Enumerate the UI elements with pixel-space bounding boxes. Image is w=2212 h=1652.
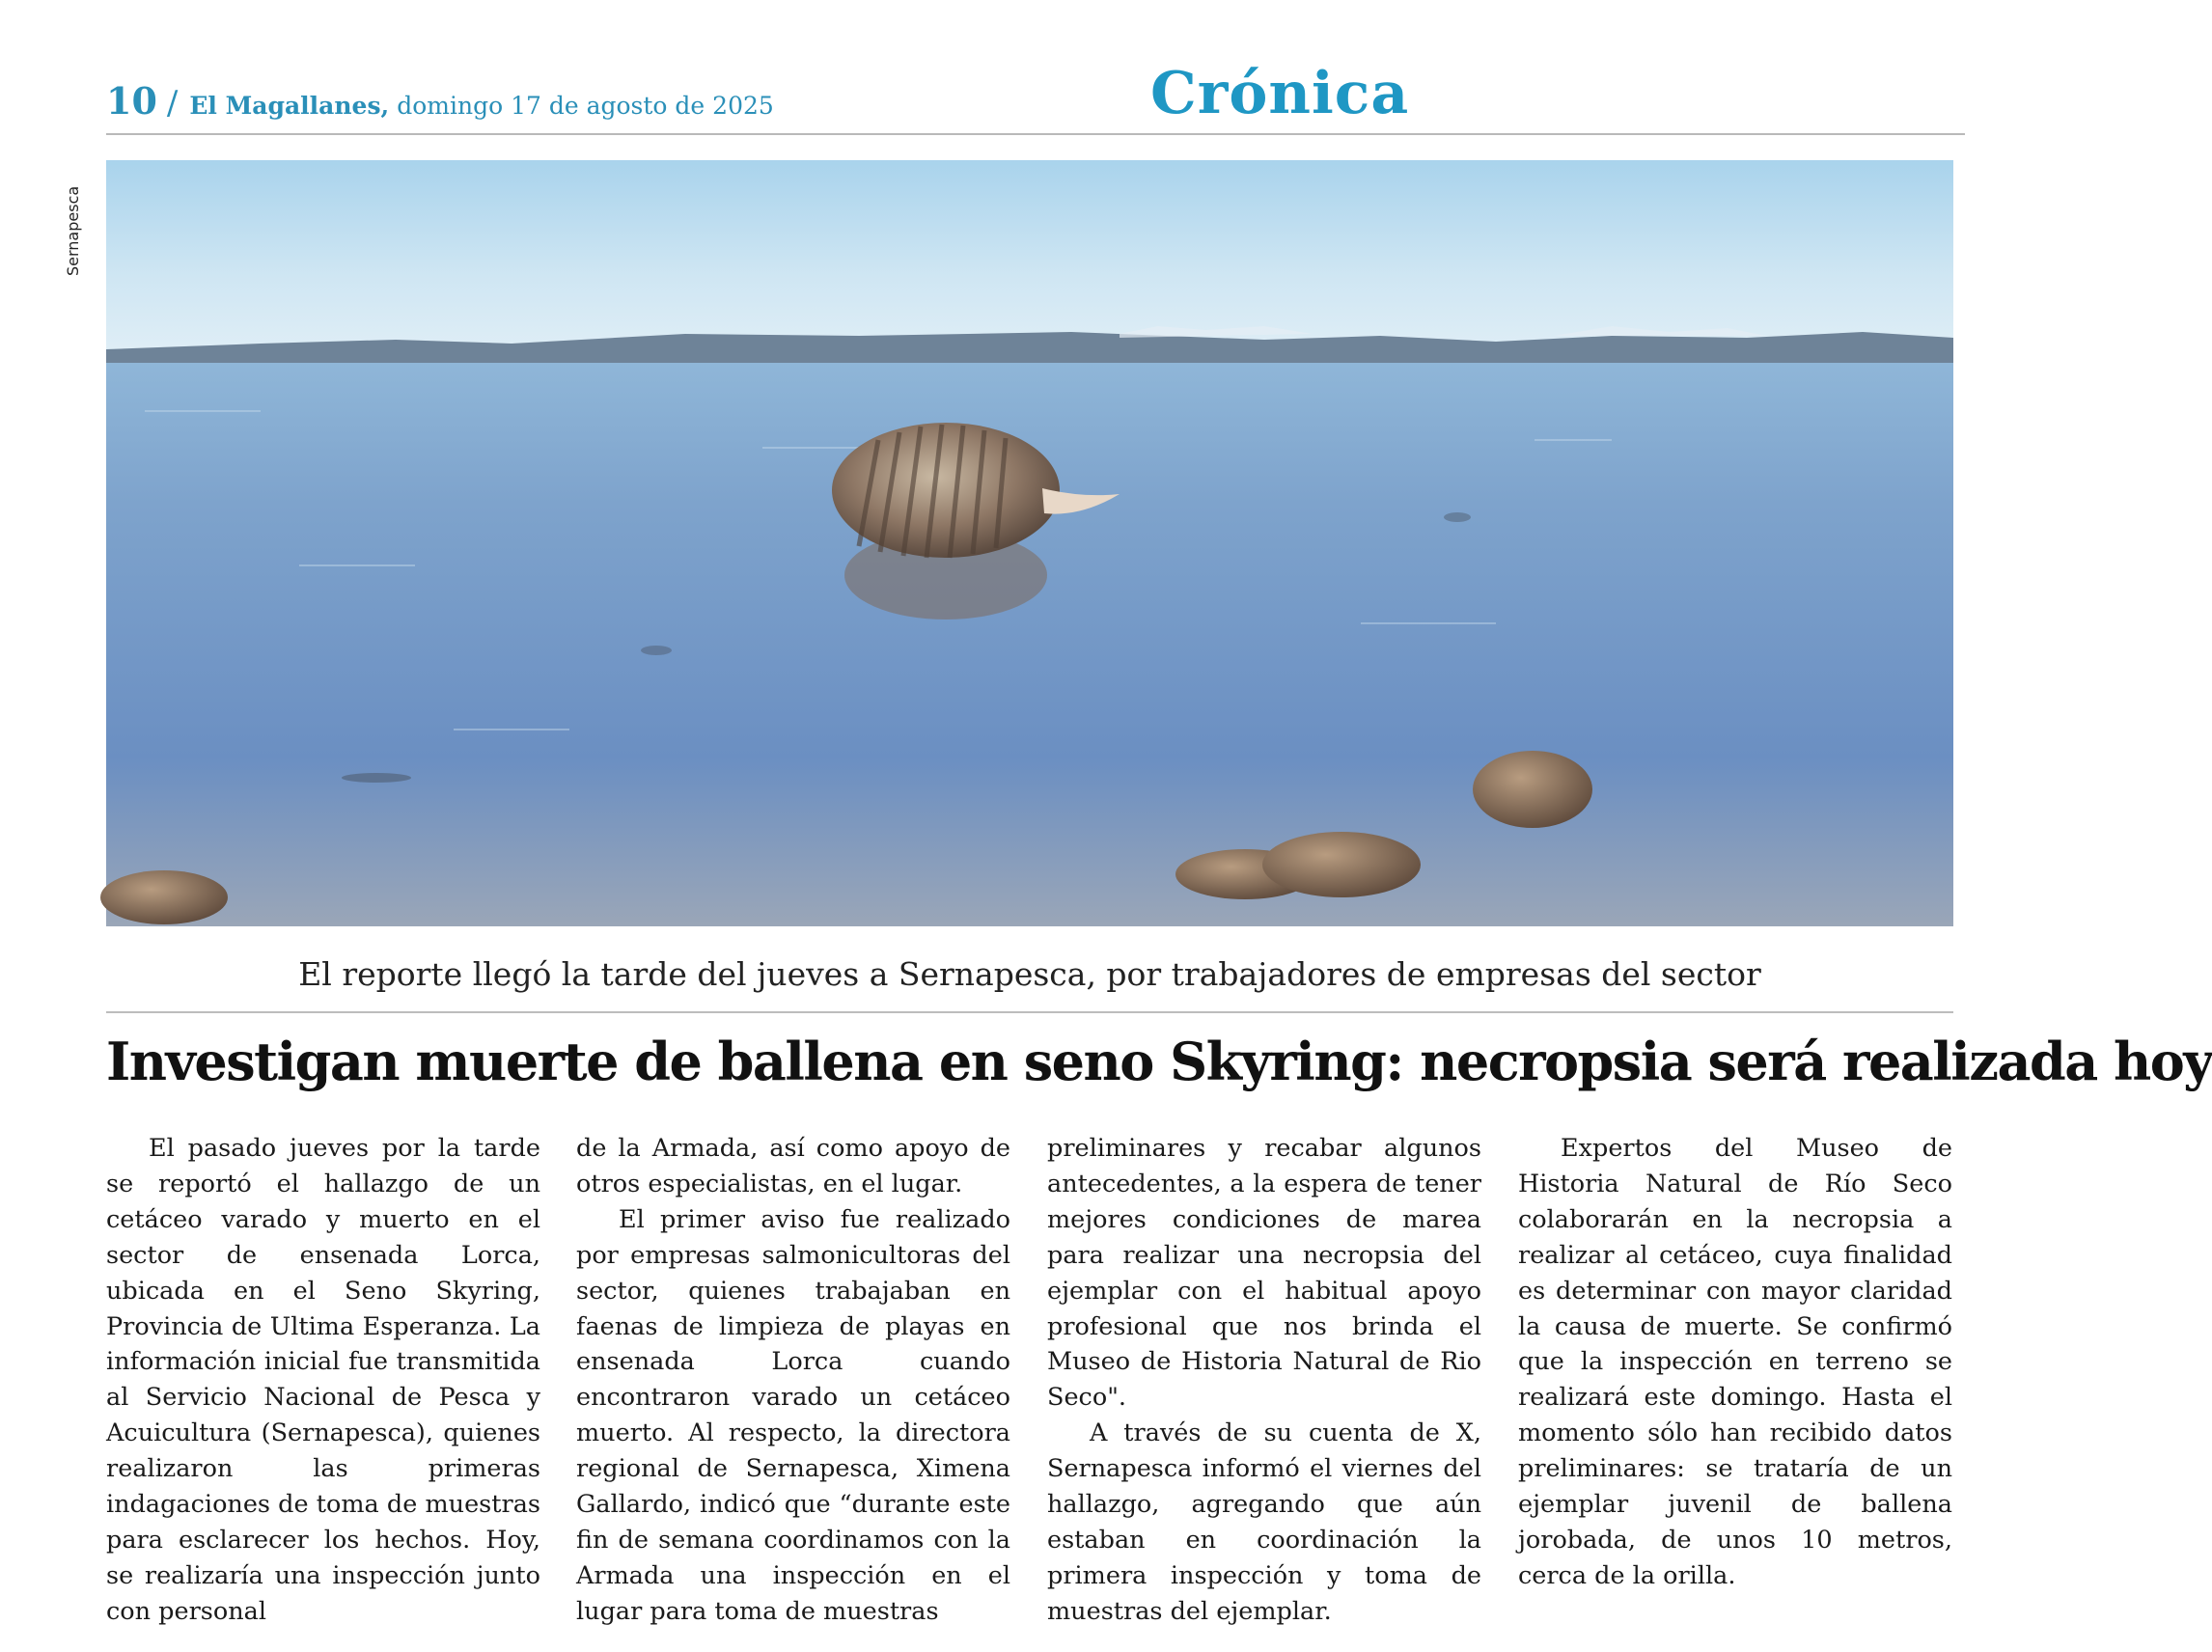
issue-date: domingo 17 de agosto de 2025 xyxy=(397,92,774,120)
news-photo xyxy=(106,160,1953,926)
photo-credit: Sernapesca xyxy=(64,185,82,276)
article-column-4 xyxy=(1518,1131,1952,1633)
paragraph: A través de su cuenta de X, Sernapesca informó el viernes del hallazgo, agregando que aún estaban en coordinación la primera inspección y toma de muestras del ejemplar. xyxy=(1047,1418,1481,1626)
caption-divider xyxy=(106,1011,1953,1013)
header-divider xyxy=(106,133,1965,135)
section-title: Crónica xyxy=(1150,60,1410,127)
page-number: 10 xyxy=(106,79,157,123)
beached-whale-photo xyxy=(106,160,1953,926)
paragraph-continued: preliminares y recabar algunos antecedentes, a la espera de tener mejores condiciones de marea para realizar una necropsia del ejemplar con el habitual apoyo profesional que nos brinda el Museo de Historia Natural de Rio Seco". xyxy=(1047,1134,1481,1413)
article-headline: Investigan muerte de ballena en seno Skyring: necropsia será realizada hoy xyxy=(106,1031,2212,1092)
article-column-3 xyxy=(1047,1131,1481,1633)
article-column-1 xyxy=(106,1131,540,1633)
newspaper-name: El Magallanes, xyxy=(189,92,390,120)
paragraph: Expertos del Museo de Historia Natural de Río Seco colaborarán en la necropsia a realizar al cetáceo, cuya finalidad es determinar con mayor claridad la causa de muerte. Se confirmó que la inspección en terreno se realizará este domingo. Hasta el momento sólo han recibido datos preliminares: se trataría de un ejemplar juvenil de ballena jorobada, de unos 10 metros, cerca de la orilla. xyxy=(1518,1134,1952,1590)
photo-caption: El reporte llegó la tarde del jueves a Sernapesca, por trabajadores de empresas del sector xyxy=(298,955,1761,993)
paragraph: El primer aviso fue realizado por empresas salmonicultoras del sector, quienes trabajaban en faenas de limpieza de playas en ensenada Lorca cuando encontraron varado un cetáceo muerto. Al respecto, la directora regional de Sernapesca, Ximena Gallardo, indicó que “durante este fin de semana coordinamos con la Armada una inspección en el lugar para toma de muestras xyxy=(576,1204,1010,1626)
paragraph: El pasado jueves por la tarde se reportó el hallazgo de un cetáceo varado y muerto en el sector de ensenada Lorca, ubicada en el Seno Skyring, Provincia de Ultima Esperanza. La información inicial fue transmitida al Servicio Nacional de Pesca y Acuicultura (Sernapesca), quienes realizaron las primeras indagaciones de toma de muestras para esclarecer los hechos. Hoy, se realizaría una inspección junto con personal xyxy=(106,1134,540,1626)
paragraph-continued: de la Armada, así como apoyo de otros especialistas, en el lugar. xyxy=(576,1134,1010,1198)
page-header xyxy=(106,79,774,127)
header-separator: / xyxy=(166,84,179,123)
article-column-2 xyxy=(576,1131,1010,1633)
